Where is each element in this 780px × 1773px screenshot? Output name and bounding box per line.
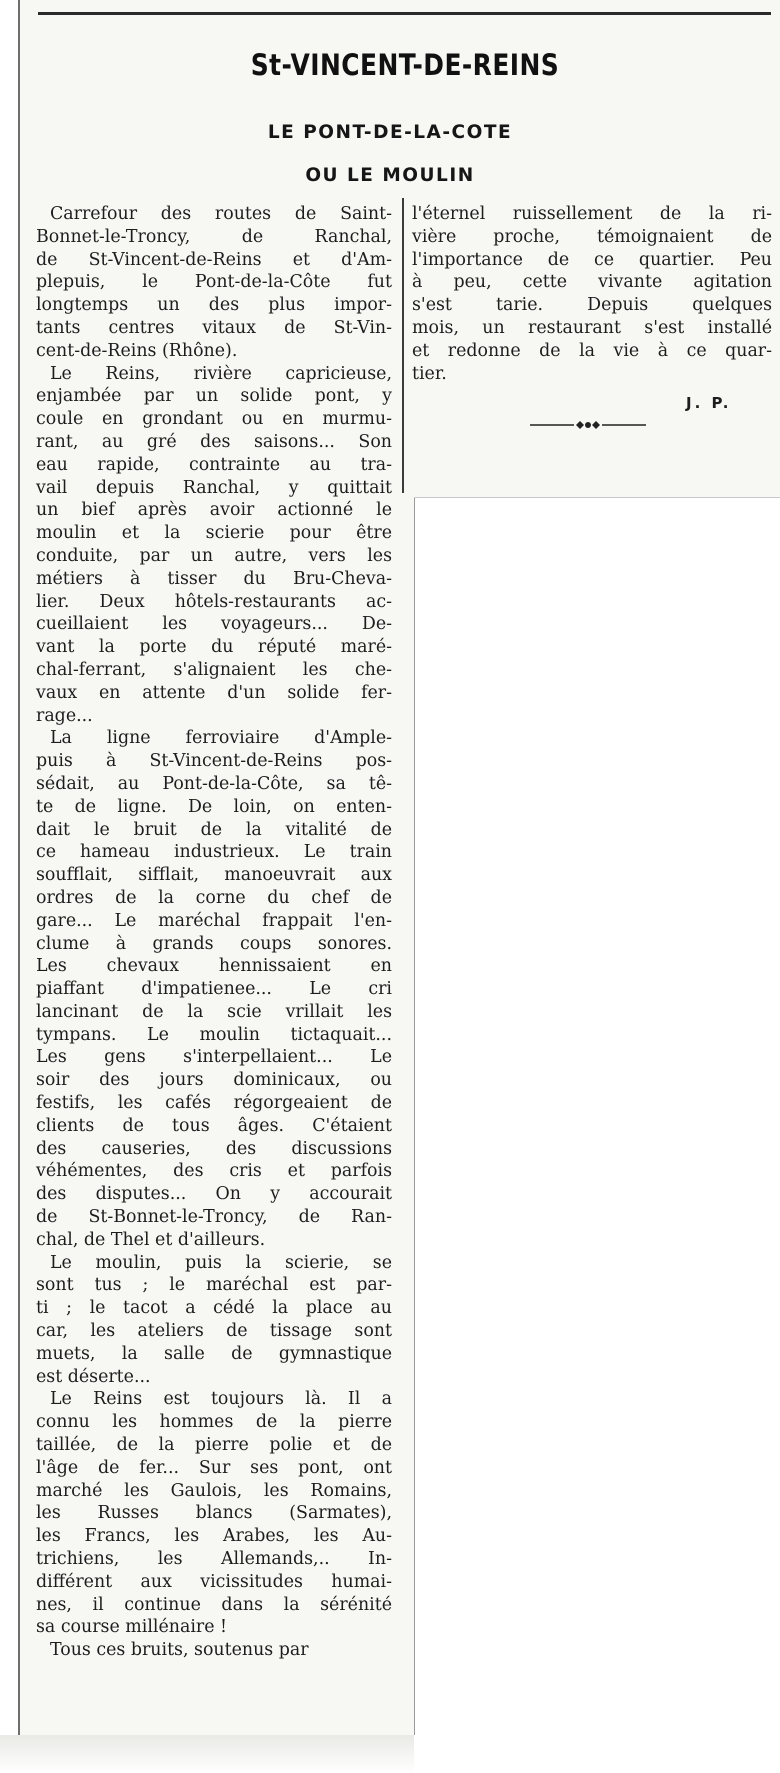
article-line: sa course millénaire ! (36, 1617, 228, 1638)
article-line: dait le bruit de la vitalité de (36, 819, 392, 840)
article-line: véhémentes, des cris et parfois (36, 1161, 392, 1182)
article-line: l'âge de fer... Sur ses pont, ont (36, 1457, 392, 1478)
scan-shadow (0, 1735, 414, 1773)
article-line: clients de tous âges. C'étaient (36, 1115, 392, 1136)
article-line: chal, de Thel et d'ailleurs. (36, 1229, 266, 1250)
article-line: moulin et la scierie pour être (36, 523, 392, 544)
article-line: sédait, au Pont-de-la-Côte, sa tê- (36, 773, 392, 794)
article-line: vaux en attente d'un solide fer- (36, 682, 392, 703)
article-line: connu les hommes de la pierre (36, 1412, 392, 1433)
closing-ornament (530, 418, 646, 432)
article-line: Bonnet-le-Troncy, de Ranchal, (36, 226, 392, 247)
article-line: ordres de la corne du chef de (36, 887, 392, 908)
author-signature: J. P. (686, 394, 732, 412)
article-column-left (36, 203, 392, 1662)
article-line: des causeries, des discussions (36, 1138, 392, 1159)
article-line: rage... (36, 705, 93, 726)
article-line: La ligne ferroviaire d'Ample- (50, 728, 392, 749)
article-line: Le Reins, rivière capricieuse, (50, 363, 392, 384)
article-line: clume à grands coups sonores. (36, 933, 392, 954)
article-line: soir des jours dominicaux, ou (36, 1070, 392, 1091)
article-line: métiers à tisser du Bru-Cheva- (36, 568, 392, 589)
article-line: tants centres vitaux de St-Vin- (36, 317, 392, 338)
article-line: un bief après avoir actionné le (36, 500, 392, 521)
article-line: gare... Le maréchal frappait l'en- (36, 910, 392, 931)
article-line: cueillaient les voyageurs... De- (36, 614, 392, 635)
article-line: vière proche, témoignaient de (412, 226, 772, 247)
article-line: Carrefour des routes de Saint- (50, 204, 392, 224)
article-line: Les chevaux hennissaient en (36, 956, 392, 977)
top-rule (38, 12, 771, 15)
article-line: s'est tarie. Depuis quelques (412, 295, 772, 316)
headline-line-2: OU LE MOULIN (305, 165, 475, 186)
headline-line-1: LE PONT-DE-LA-COTE (267, 122, 513, 143)
article-line: nes, il continue dans la sérénité (36, 1594, 392, 1615)
article-line: muets, la salle de gymnastique (36, 1343, 392, 1364)
article-line: l'éternel ruissellement de la ri- (412, 204, 772, 224)
article-line: marché les Gaulois, les Romains, (36, 1480, 392, 1501)
article-line: coule en grondant ou en murmu- (36, 409, 392, 430)
article-line: tier. (412, 363, 447, 384)
article-line: lier. Deux hôtels-restaurants ac- (36, 591, 392, 612)
article-line: tympans. Le moulin tictaquait... (36, 1024, 392, 1045)
article-line: soufflait, sifflait, manoeuvrait aux (36, 865, 392, 886)
article-line: piaffant d'impatienee... Le cri (36, 979, 392, 1000)
article-line: est déserte... (36, 1366, 151, 1387)
article-line: Les gens s'interpellaient... Le (36, 1047, 392, 1068)
article-line: différent aux vicissitudes humai- (36, 1571, 392, 1592)
article-line: l'importance de ce quartier. Peu (412, 249, 772, 270)
article-line: festifs, les cafés régorgeaient de (36, 1093, 392, 1114)
article-line: trichiens, les Allemands,.. In- (36, 1549, 392, 1570)
article-line: vail depuis Ranchal, y quittait (36, 477, 392, 498)
article-line: les Francs, les Arabes, les Au- (36, 1526, 392, 1547)
article-line: Tous ces bruits, soutenus par (50, 1640, 309, 1661)
column-divider (402, 198, 404, 493)
article-line: de St-Bonnet-le-Troncy, de Ran- (36, 1207, 392, 1228)
article-line: te de ligne. De loin, on enten- (36, 796, 392, 817)
masthead: St-VINCENT-DE-REINS (250, 48, 560, 82)
article-line: vant la porte du réputé maré- (36, 637, 392, 658)
article-line: de St-Vincent-de-Reins et d'Am- (36, 249, 392, 270)
article-column-right (412, 203, 772, 385)
article-line: Le Reins est toujours là. Il a (50, 1389, 392, 1410)
article-line: car, les ateliers de tissage sont (36, 1321, 392, 1342)
article-line: Le moulin, puis la scierie, se (50, 1252, 392, 1273)
article-line: ti ; le tacot a cédé la place au (36, 1298, 392, 1319)
article-line: à peu, cette vivante agitation (412, 272, 772, 293)
article-line: les Russes blancs (Sarmates), (36, 1503, 392, 1524)
article-line: longtemps un des plus impor- (36, 295, 392, 316)
article-line: rant, au gré des saisons... Son (36, 431, 392, 452)
article-line: mois, un restaurant s'est installé (412, 317, 772, 338)
article-line: et redonne de la vie à ce quar- (412, 340, 772, 361)
article-line: taillée, de la pierre polie et de (36, 1435, 392, 1456)
article-line: conduite, par un autre, vers les (36, 545, 392, 566)
article-line: enjambée par un solide pont, y (36, 386, 392, 407)
article-line: puis à St-Vincent-de-Reins pos- (36, 751, 392, 772)
article-line: chal-ferrant, s'alignaient les che- (36, 659, 392, 680)
article-line: ce hameau industrieux. Le train (36, 842, 392, 863)
clipping-edge (18, 0, 20, 1735)
article-line: des disputes... On y accourait (36, 1184, 392, 1205)
article-line: plepuis, le Pont-de-la-Côte fut (36, 272, 392, 293)
article-line: lancinant de la scie vrillait les (36, 1001, 392, 1022)
article-line: sont tus ; le maréchal est par- (36, 1275, 392, 1296)
article-line: eau rapide, contrainte au tra- (36, 454, 392, 475)
article-line: cent-de-Reins (Rhône). (36, 340, 238, 361)
